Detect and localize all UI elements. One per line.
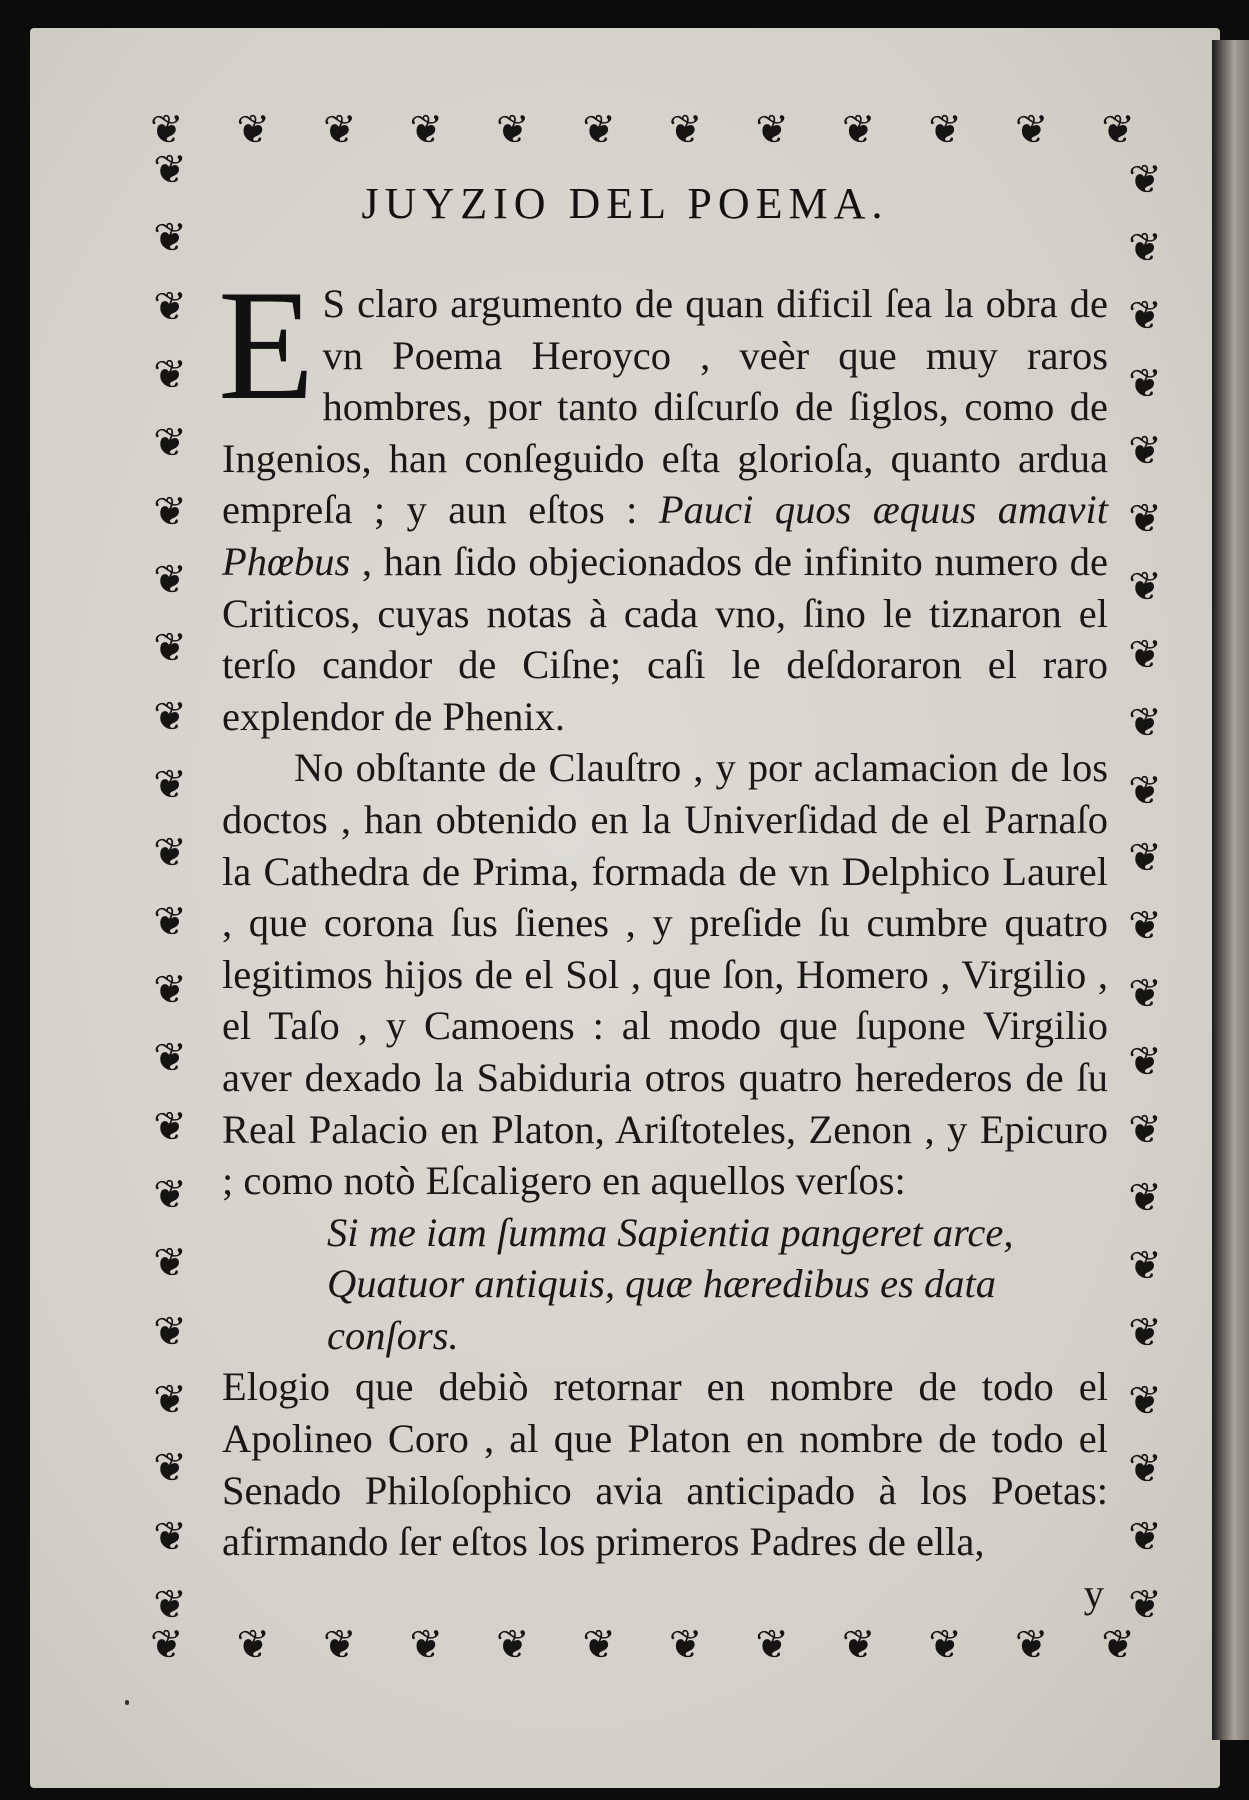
paragraph-2: No obſtante de Clauſtro , y por aclamacion de los doctos , han obtenido en la Univerſidad de el Parnaſo la Cathedra de Prima, formada de vn Delphico Laurel , que corona ſus ſienes , y preſide ſu cumbre quatro legitimos hijos de el Sol , que ſon, Homero , Virgilio , el Taſo , y Camoens : al modo que ſupone Virgilio aver dexado la Sabiduria otros quatro herederos de ſu Real Palacio en Platon, Ariſtoteles, Zenon , y Epicuro ; como notò Eſcaligero en aquellos verſos: <box>222 745 1108 1204</box>
fleuron-ornament-icon: ❦ <box>582 107 616 152</box>
facing-page-edge <box>1212 40 1249 1740</box>
paragraph-3: Elogio que debiò retornar en nombre de todo el Apolineo Coro , al que Platon en nombre de todo el Senado Philoſophico avia anticipado à los Poetas: afirmando ſer eſtos los primeros Padres de ella, <box>222 1364 1108 1565</box>
verse-line-1: Si me iam ſumma Sapientia pangeret arce, <box>327 1209 1014 1255</box>
fleuron-ornament-icon: ❦ <box>755 1622 789 1667</box>
fleuron-ornament-icon: ❦ <box>153 693 187 739</box>
fleuron-ornament-icon: ❦ <box>1014 107 1049 152</box>
fleuron-ornament-icon: ❦ <box>153 1445 187 1491</box>
fleuron-ornament-icon: ❦ <box>1101 1622 1135 1667</box>
fleuron-ornament-icon: ❦ <box>153 1513 187 1559</box>
fleuron-ornament-icon: ❦ <box>153 351 187 397</box>
body-text <box>218 258 1108 1619</box>
fleuron-ornament-icon: ❦ <box>1128 1310 1162 1356</box>
fleuron-ornament-icon: ❦ <box>1101 107 1135 152</box>
fleuron-ornament-icon: ❦ <box>1128 903 1162 949</box>
fleuron-ornament-icon: ❦ <box>582 1622 616 1667</box>
paragraph-1-text-a: S claro argumento de quan dificil ſea la obra de vn Poema Heroyco , veèr que muy raros hombres, por tanto diſcurſo de ſiglos, como de Ingenios, han conſeguido eſta glorioſa, quanto ardua empreſa ; y aun eſtos : <box>222 281 1108 533</box>
fleuron-ornament-icon: ❦ <box>153 1240 187 1286</box>
catchword: y <box>1083 1570 1104 1616</box>
fleuron-ornament-icon: ❦ <box>1128 224 1162 270</box>
fleuron-ornament-icon: ❦ <box>755 107 789 152</box>
fleuron-ornament-icon: ❦ <box>668 1622 703 1667</box>
fleuron-ornament-icon: ❦ <box>153 283 187 329</box>
fleuron-ornament-icon: ❦ <box>1014 1622 1049 1667</box>
fleuron-ornament-icon: ❦ <box>1128 157 1162 202</box>
fleuron-ornament-icon: ❦ <box>1128 1242 1162 1288</box>
fleuron-ornament-icon: ❦ <box>236 1622 270 1667</box>
fleuron-ornament-icon: ❦ <box>841 107 876 152</box>
fleuron-ornament-icon: ❦ <box>1128 699 1162 745</box>
fleuron-ornament-icon: ❦ <box>153 556 187 602</box>
fleuron-ornament-icon: ❦ <box>1128 1378 1162 1424</box>
fleuron-ornament-icon: ❦ <box>153 1103 187 1149</box>
fleuron-ornament-icon: ❦ <box>1128 971 1162 1017</box>
page-title: JUYZIO DEL POEMA. <box>361 179 889 228</box>
fleuron-ornament-icon: ❦ <box>495 107 530 152</box>
fleuron-ornament-icon: ❦ <box>153 830 187 876</box>
fleuron-ornament-icon: ❦ <box>1128 1581 1162 1627</box>
fleuron-ornament-icon: ❦ <box>150 1622 184 1667</box>
fleuron-ornament-icon: ❦ <box>236 107 270 152</box>
fleuron-ornament-icon: ❦ <box>409 1622 443 1667</box>
fleuron-ornament-icon: ❦ <box>1128 631 1162 677</box>
fleuron-ornament-icon: ❦ <box>928 1622 962 1667</box>
fleuron-ornament-icon: ❦ <box>1128 1174 1162 1220</box>
fleuron-ornament-icon: ❦ <box>153 898 187 944</box>
fleuron-ornament-icon: ❦ <box>322 1622 357 1667</box>
fleuron-ornament-icon: ❦ <box>153 1581 187 1627</box>
fleuron-ornament-icon: ❦ <box>1128 1038 1162 1084</box>
fleuron-ornament-icon: ❦ <box>153 625 187 671</box>
fleuron-ornament-icon: ❦ <box>153 1035 187 1081</box>
fleuron-ornament-icon: ❦ <box>668 107 703 152</box>
fleuron-ornament-icon: ❦ <box>153 966 187 1012</box>
ink-speck <box>125 1700 129 1705</box>
fleuron-ornament-icon: ❦ <box>1128 835 1162 881</box>
paragraph-1-text-b: , han ſido objecionados de infinito numero de Criticos, cuyas notas à cada vno, ſino le tiznaron el terſo candor de Ciſne; caſi le deſdoraron el raro explendor de Phenix. <box>222 538 1108 739</box>
fleuron-ornament-icon: ❦ <box>153 147 187 192</box>
ornament-border-left <box>145 147 195 1627</box>
paragraph-1 <box>218 258 1108 742</box>
fleuron-ornament-icon: ❦ <box>153 215 187 261</box>
fleuron-ornament-icon: ❦ <box>1128 564 1162 610</box>
fleuron-ornament-icon: ❦ <box>1128 360 1162 406</box>
fleuron-ornament-icon: ❦ <box>153 761 187 807</box>
fleuron-ornament-icon: ❦ <box>495 1622 530 1667</box>
fleuron-ornament-icon: ❦ <box>1128 1513 1162 1559</box>
fleuron-ornament-icon: ❦ <box>153 488 187 534</box>
fleuron-ornament-icon: ❦ <box>153 1171 187 1217</box>
fleuron-ornament-icon: ❦ <box>153 1308 187 1354</box>
fleuron-ornament-icon: ❦ <box>153 1376 187 1422</box>
ornament-border-right <box>1120 157 1170 1627</box>
fleuron-ornament-icon: ❦ <box>150 107 184 152</box>
fleuron-ornament-icon: ❦ <box>153 420 187 466</box>
fleuron-ornament-icon: ❦ <box>1128 767 1162 813</box>
fleuron-ornament-icon: ❦ <box>841 1622 876 1667</box>
fleuron-ornament-icon: ❦ <box>322 107 357 152</box>
ornament-border-bottom <box>150 1622 1135 1667</box>
latin-quote: Pauci quos æquus amavit Phœbus <box>222 487 1108 584</box>
fleuron-ornament-icon: ❦ <box>1128 428 1162 474</box>
ornament-border-top <box>150 107 1135 152</box>
fleuron-ornament-icon: ❦ <box>1128 496 1162 542</box>
fleuron-ornament-icon: ❦ <box>1128 1106 1162 1152</box>
fleuron-ornament-icon: ❦ <box>1128 1446 1162 1492</box>
fleuron-ornament-icon: ❦ <box>928 107 962 152</box>
verse-line-2: Quatuor antiquis, quæ hæredibus es data conſors. <box>327 1261 997 1358</box>
fleuron-ornament-icon: ❦ <box>1128 292 1162 338</box>
fleuron-ornament-icon: ❦ <box>409 107 443 152</box>
drop-cap: E <box>218 258 315 433</box>
